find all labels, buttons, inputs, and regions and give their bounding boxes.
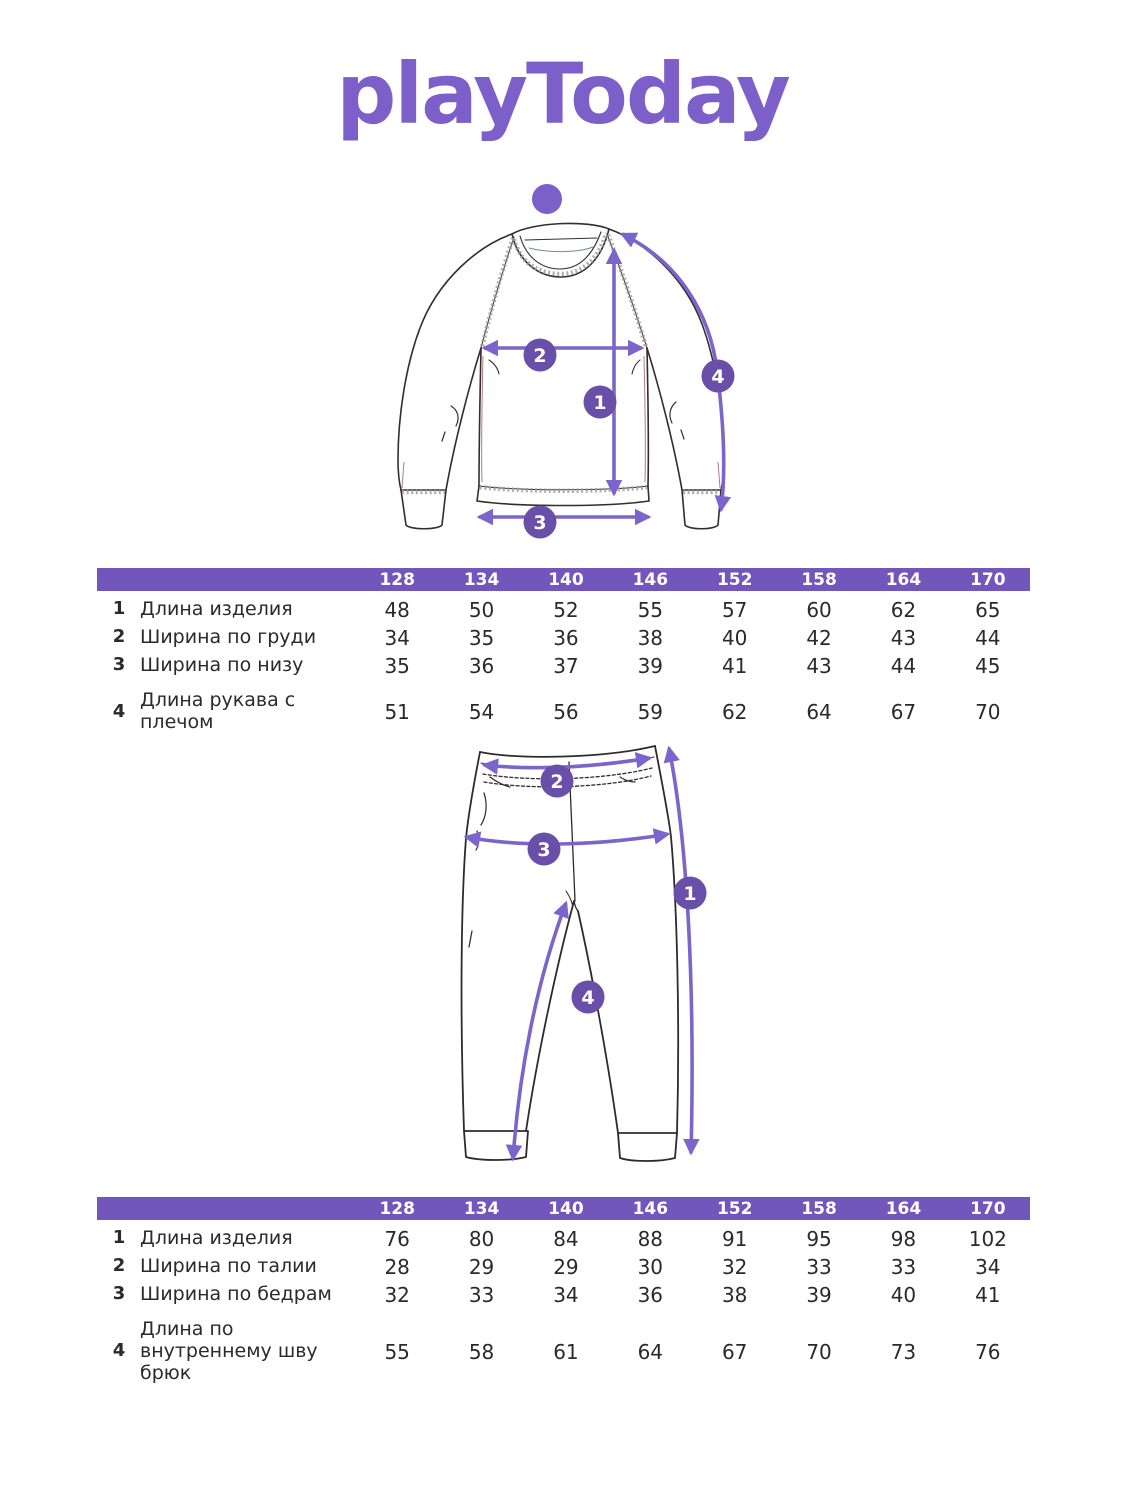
row-number: 1 bbox=[112, 1227, 126, 1249]
measurement-row bbox=[97, 1253, 1030, 1281]
measurement-value: 65 bbox=[975, 598, 1001, 622]
measurement-label-cell bbox=[97, 1253, 355, 1281]
measurement-value: 61 bbox=[553, 1339, 579, 1364]
measurement-label-cell bbox=[97, 652, 355, 680]
measurement-row bbox=[97, 1220, 1030, 1253]
sweatshirt-measurement-diagram bbox=[388, 210, 746, 560]
measurement-value: 62 bbox=[721, 699, 748, 724]
measurement-value: 33 bbox=[468, 1283, 495, 1307]
sweatshirt-measurement-arrows bbox=[479, 234, 724, 517]
measurement-label: Ширина по груди bbox=[140, 625, 317, 648]
measurement-value: 67 bbox=[890, 699, 917, 724]
pants-measurement-arrows bbox=[466, 748, 692, 1159]
size-column-header: 164 bbox=[861, 1197, 945, 1220]
size-column-header: 134 bbox=[439, 1197, 523, 1220]
sweatshirt-size-table bbox=[97, 568, 1030, 738]
size-column-header: 128 bbox=[355, 568, 439, 591]
measurement-value: 84 bbox=[553, 1227, 579, 1251]
pants-marker-3 bbox=[528, 833, 561, 866]
measurement-value: 36 bbox=[468, 654, 495, 678]
measurement-label-cell bbox=[97, 680, 355, 738]
measurement-value: 102 bbox=[968, 1227, 1007, 1251]
measurement-value: 39 bbox=[806, 1283, 832, 1307]
measurement-row bbox=[97, 1309, 1030, 1389]
row-number: 3 bbox=[112, 654, 126, 676]
measurement-label: Длина рукава с плечом bbox=[140, 689, 296, 733]
measurement-value: 59 bbox=[637, 699, 664, 724]
measurement-label: Длина по внутреннему шву брюк bbox=[140, 1318, 318, 1384]
measurement-label-cell bbox=[97, 591, 355, 624]
measurement-row bbox=[97, 652, 1030, 680]
measurement-value: 32 bbox=[384, 1283, 410, 1307]
size-column-header: 146 bbox=[608, 1197, 692, 1220]
size-column-header: 140 bbox=[524, 1197, 608, 1220]
row-number: 1 bbox=[112, 598, 126, 620]
sweatshirt-marker-4 bbox=[702, 360, 735, 393]
measurement-value: 34 bbox=[553, 1283, 579, 1307]
measurement-value: 30 bbox=[637, 1255, 664, 1279]
measurement-value: 70 bbox=[975, 699, 1001, 724]
measurement-value: 50 bbox=[468, 598, 495, 622]
measurement-value: 70 bbox=[806, 1339, 832, 1364]
measurement-value: 37 bbox=[553, 654, 579, 678]
brand-logo bbox=[0, 45, 1125, 143]
measurement-value: 52 bbox=[553, 598, 579, 622]
size-column-header: 152 bbox=[693, 1197, 777, 1220]
measurement-value: 80 bbox=[468, 1227, 495, 1251]
measurement-value: 64 bbox=[806, 699, 832, 724]
measurement-value: 76 bbox=[384, 1227, 410, 1251]
measurement-row bbox=[97, 624, 1030, 652]
size-column-header: 158 bbox=[777, 568, 861, 591]
size-column-header: 170 bbox=[946, 568, 1030, 591]
row-number: 2 bbox=[112, 1255, 126, 1277]
svg-text:4: 4 bbox=[711, 366, 725, 388]
arrow-waist-width bbox=[484, 758, 650, 768]
measurement-value: 91 bbox=[721, 1227, 748, 1251]
measurement-value: 58 bbox=[468, 1339, 495, 1364]
pants-marker-4 bbox=[572, 981, 605, 1014]
measurement-label: Длина изделия bbox=[140, 597, 293, 620]
measurement-value: 64 bbox=[637, 1339, 664, 1364]
measurement-label: Ширина по низу bbox=[140, 653, 304, 676]
row-number: 4 bbox=[112, 700, 126, 722]
measurement-row bbox=[97, 680, 1030, 738]
size-column-header: 140 bbox=[524, 568, 608, 591]
measurement-value: 40 bbox=[890, 1283, 917, 1307]
measurement-value: 29 bbox=[468, 1255, 495, 1279]
size-header-row bbox=[97, 1197, 1030, 1220]
measurement-value: 38 bbox=[721, 1283, 748, 1307]
measurement-value: 29 bbox=[553, 1255, 579, 1279]
measurement-value: 57 bbox=[721, 598, 748, 622]
measurement-value: 36 bbox=[637, 1283, 664, 1307]
sweatshirt-sketch bbox=[398, 223, 724, 528]
size-header-spacer bbox=[97, 568, 355, 591]
measurement-value: 44 bbox=[890, 654, 917, 678]
pants-marker-2 bbox=[541, 765, 574, 798]
size-column-header: 158 bbox=[777, 1197, 861, 1220]
svg-text:3: 3 bbox=[533, 512, 547, 534]
measurement-label-cell bbox=[97, 624, 355, 652]
measurement-value: 60 bbox=[806, 598, 832, 622]
measurement-label: Длина изделия bbox=[140, 1226, 293, 1249]
measurement-value: 33 bbox=[806, 1255, 832, 1279]
measurement-value: 28 bbox=[384, 1255, 410, 1279]
svg-text:4: 4 bbox=[581, 987, 595, 1009]
measurement-value: 35 bbox=[384, 654, 410, 678]
measurement-value: 45 bbox=[975, 654, 1001, 678]
measurement-value: 48 bbox=[384, 598, 410, 622]
measurement-value: 35 bbox=[468, 626, 495, 650]
svg-text:1: 1 bbox=[593, 392, 607, 414]
sweatshirt-marker-1 bbox=[584, 386, 617, 419]
pants-size-table bbox=[97, 1197, 1030, 1389]
measurement-value: 95 bbox=[806, 1227, 832, 1251]
measurement-value: 62 bbox=[890, 598, 917, 622]
measurement-value: 36 bbox=[553, 626, 579, 650]
measurement-value: 76 bbox=[975, 1339, 1001, 1364]
arrow-pants-length bbox=[669, 748, 692, 1153]
measurement-value: 67 bbox=[721, 1339, 748, 1364]
measurement-value: 54 bbox=[468, 699, 495, 724]
measurement-value: 41 bbox=[721, 654, 748, 678]
pants-measurement-diagram bbox=[420, 733, 740, 1188]
measurement-value: 40 bbox=[721, 626, 748, 650]
measurement-value: 32 bbox=[721, 1255, 748, 1279]
measurement-label-cell bbox=[97, 1281, 355, 1309]
size-column-header: 128 bbox=[355, 1197, 439, 1220]
arrow-inseam-length bbox=[513, 903, 566, 1159]
measurement-label: Ширина по талии bbox=[140, 1254, 317, 1277]
size-column-header: 164 bbox=[861, 568, 945, 591]
size-header-spacer bbox=[97, 1197, 355, 1220]
size-column-header: 170 bbox=[946, 1197, 1030, 1220]
pants-marker-1 bbox=[674, 877, 707, 910]
measurement-value: 51 bbox=[384, 699, 410, 724]
brand-logo-text: playToday bbox=[336, 45, 789, 143]
measurement-value: 55 bbox=[384, 1339, 410, 1364]
measurement-value: 39 bbox=[637, 654, 664, 678]
measurement-value: 42 bbox=[806, 626, 832, 650]
row-number: 2 bbox=[112, 626, 126, 648]
measurement-value: 34 bbox=[975, 1255, 1001, 1279]
measurement-value: 55 bbox=[637, 598, 664, 622]
svg-text:2: 2 bbox=[550, 771, 564, 793]
measurement-label-cell bbox=[97, 1220, 355, 1253]
measurement-row bbox=[97, 1281, 1030, 1309]
svg-text:3: 3 bbox=[537, 839, 551, 861]
svg-text:2: 2 bbox=[533, 345, 547, 367]
measurement-value: 33 bbox=[890, 1255, 917, 1279]
size-column-header: 152 bbox=[693, 568, 777, 591]
measurement-value: 41 bbox=[975, 1283, 1001, 1307]
measurement-value: 43 bbox=[890, 626, 917, 650]
sweatshirt-marker-2 bbox=[524, 339, 557, 372]
sweatshirt-marker-3 bbox=[524, 506, 557, 539]
measurement-value: 34 bbox=[384, 626, 410, 650]
measurement-row bbox=[97, 591, 1030, 624]
size-header-row bbox=[97, 568, 1030, 591]
pants-sketch bbox=[462, 746, 679, 1161]
measurement-label: Ширина по бедрам bbox=[140, 1282, 332, 1305]
measurement-value: 88 bbox=[637, 1227, 664, 1251]
measurement-value: 98 bbox=[890, 1227, 917, 1251]
arrow-hip-width bbox=[466, 834, 668, 844]
row-number: 4 bbox=[112, 1340, 126, 1362]
measurement-value: 73 bbox=[890, 1339, 917, 1364]
measurement-label-cell bbox=[97, 1309, 355, 1389]
measurement-value: 44 bbox=[975, 626, 1001, 650]
measurement-value: 38 bbox=[637, 626, 664, 650]
measurement-value: 56 bbox=[553, 699, 579, 724]
size-column-header: 146 bbox=[608, 568, 692, 591]
row-number: 3 bbox=[112, 1283, 126, 1305]
measurement-value: 43 bbox=[806, 654, 832, 678]
svg-text:1: 1 bbox=[683, 883, 697, 905]
size-column-header: 134 bbox=[439, 568, 523, 591]
